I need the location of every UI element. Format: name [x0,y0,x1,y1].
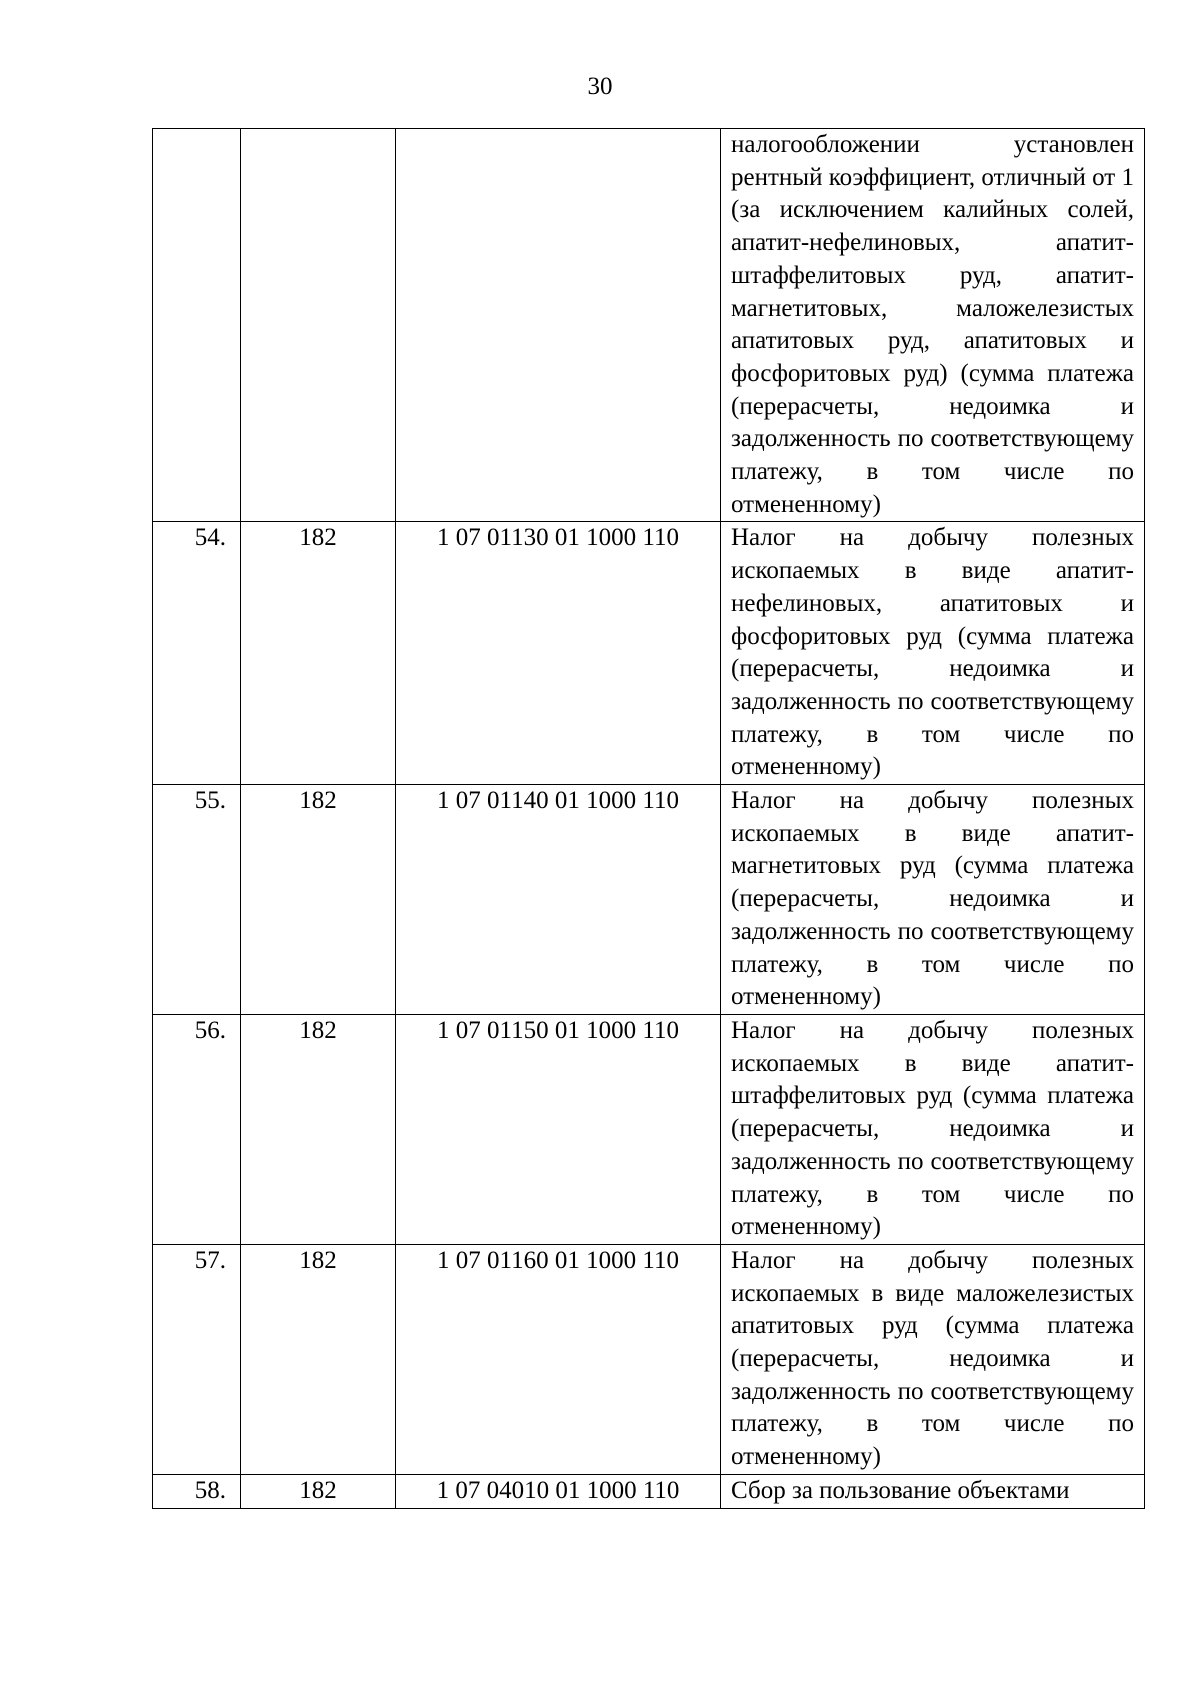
admin-code: 182 [241,1014,396,1244]
revenue-description-text: Налог на добычу полезных ископаемых в виде апатит-магнетитовых руд (сумма платежа (перерасчеты, недоимка и задолженность по соответствующему платежу, в том числе по отмененному) [731,787,1134,1011]
budget-classification-code: 1 07 04010 01 1000 110 [396,1474,721,1508]
budget-classification-code: 1 07 01160 01 1000 110 [396,1244,721,1474]
revenue-description [721,129,1145,522]
admin-code: 182 [241,1474,396,1508]
revenue-description [721,1244,1145,1474]
row-number: 55. [153,785,241,1015]
revenue-description-text: Налог на добычу полезных ископаемых в виде маложелезистых апатитовых руд (сумма платежа (перерасчеты, недоимка и задолженность по соответствующему платежу, в том числе по отмененному) [731,1246,1134,1471]
row-number [153,129,241,522]
budget-codes-table [152,128,1145,1509]
revenue-description-text: налогообложении установлен рентный коэффициент, отличный от 1 (за исключением калийных солей, апатит-нефелиновых, апатит-штаффелитовых руд, апатит-магнетитовых, маложелезистых апатитовых руд, апатитовых и фосфоритовых руд) (сумма платежа (перерасчеты, недоимка и задолженность по соответствующему платежу, в том числе по отмененному) [731,131,1134,518]
revenue-description [721,522,1145,785]
table-row [153,129,1145,522]
admin-code: 182 [241,785,396,1015]
row-number: 58. [153,1474,241,1508]
table-row [153,1474,1145,1508]
table-row [153,1244,1145,1474]
revenue-description [721,1474,1145,1508]
budget-classification-code: 1 07 01130 01 1000 110 [396,522,721,785]
budget-classification-code: 1 07 01150 01 1000 110 [396,1014,721,1244]
admin-code: 182 [241,1244,396,1474]
table-row [153,1014,1145,1244]
table-row [153,785,1145,1015]
page-number: 30 [587,73,613,100]
revenue-description [721,1014,1145,1244]
revenue-description-text: Налог на добычу полезных ископаемых в виде апатит-штаффелитовых руд (сумма платежа (перерасчеты, недоимка и задолженность по соответствующему платежу, в том числе по отмененному) [731,1016,1134,1241]
revenue-description [721,785,1145,1015]
admin-code [241,129,396,522]
budget-classification-code [396,129,721,522]
admin-code: 182 [241,522,396,785]
row-number: 57. [153,1244,241,1474]
table-row [153,522,1145,785]
row-number: 56. [153,1014,241,1244]
budget-classification-code: 1 07 01140 01 1000 110 [396,785,721,1015]
revenue-description-text: Сбор за пользование объектами [731,1476,1070,1504]
row-number: 54. [153,522,241,785]
revenue-description-text: Налог на добычу полезных ископаемых в виде апатит-нефелиновых, апатитовых и фосфоритовых руд (сумма платежа (перерасчеты, недоимка и задолженность по соответствующему платежу, в том числе по отмененному) [731,524,1134,781]
